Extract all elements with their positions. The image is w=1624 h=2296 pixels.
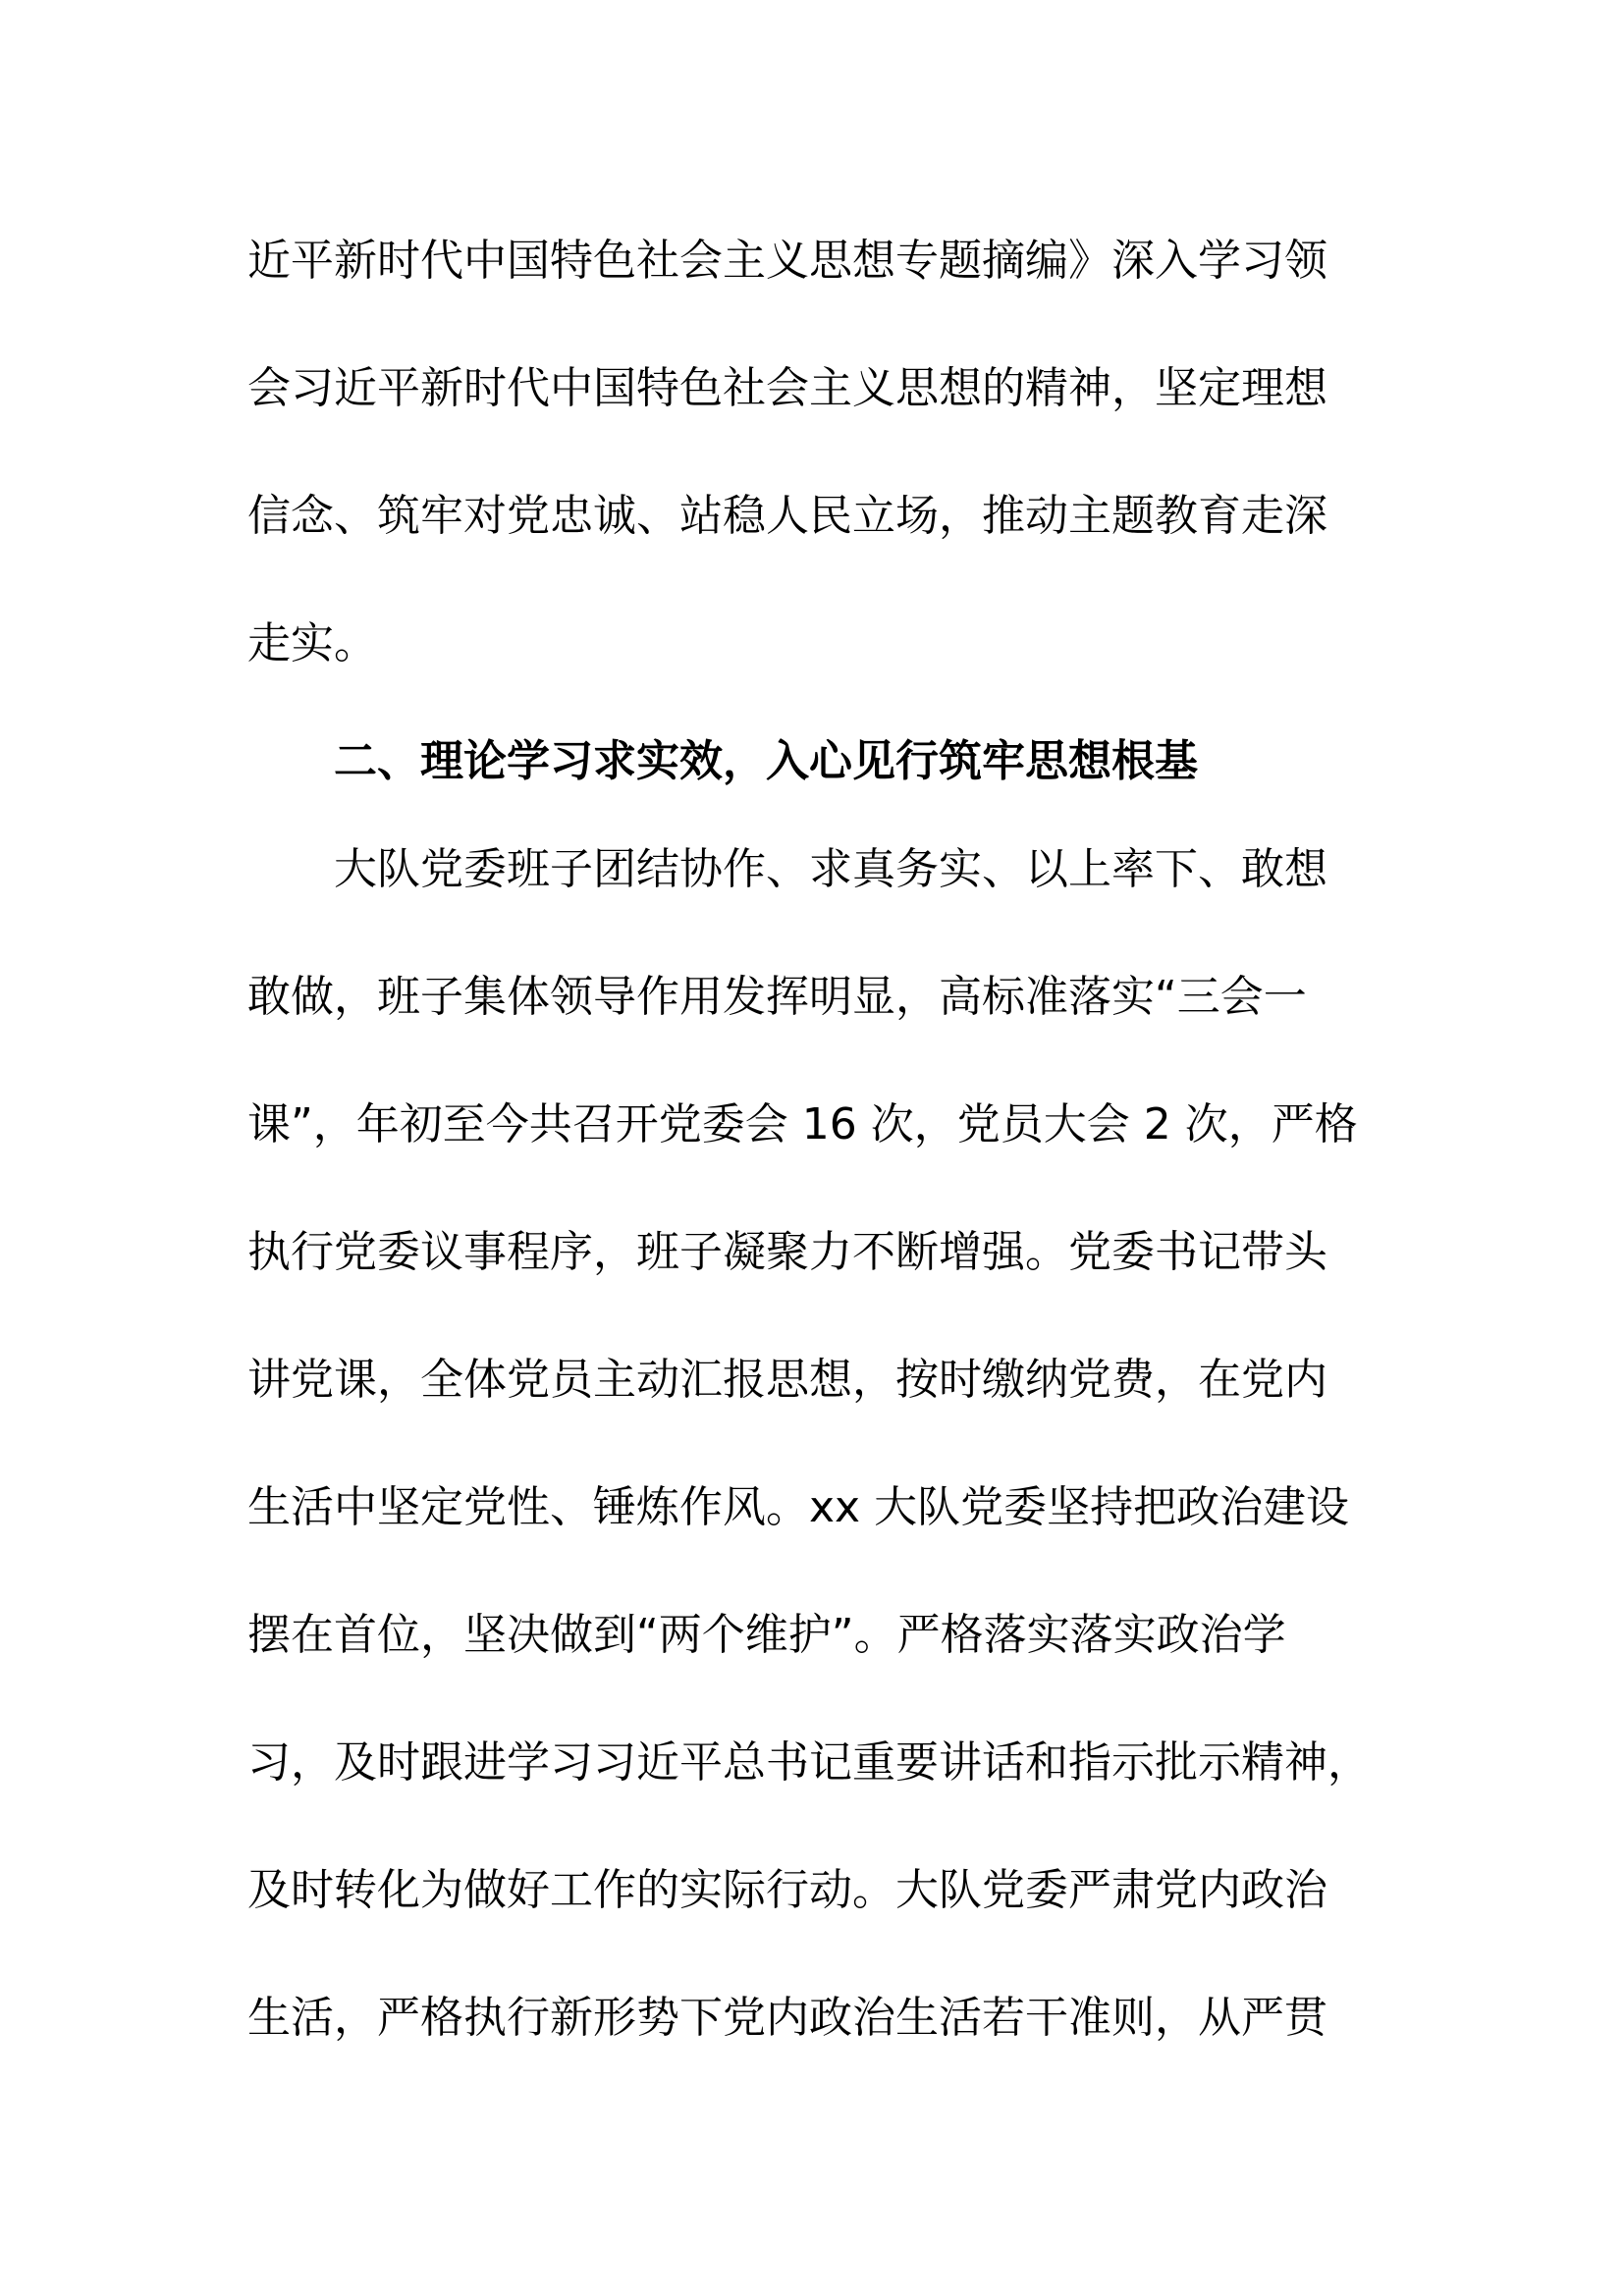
- text-line: 课”，年初至今共召开党委会 16 次，党员大会 2 次，严格: [247, 1099, 1358, 1149]
- text-line: 执行党委议事程序，班子凝聚力不断增强。党委书记带头: [247, 1227, 1327, 1277]
- text-line: 生活，严格执行新形势下党内政治生活若干准则，从严贯: [247, 1993, 1327, 2043]
- text-line: 及时转化为做好工作的实际行动。大队党委严肃党内政治: [247, 1865, 1327, 1915]
- text-line: 摆在首位，坚决做到“两个维护”。严格落实落实政治学: [247, 1610, 1286, 1660]
- text-line: 近平新时代中国特色社会主义思想专题摘编》深入学习领: [247, 236, 1327, 286]
- text-line: 讲党课，全体党员主动汇报思想，按时缴纳党费，在党内: [247, 1355, 1327, 1405]
- text-line: 会习近平新时代中国特色社会主义思想的精神，坚定理想: [247, 363, 1327, 413]
- text-line: 大队党委班子团结协作、求真务实、以上率下、敢想: [334, 844, 1327, 894]
- text-line: 敢做，班子集体领导作用发挥明显，高标准落实“三会一: [247, 972, 1307, 1022]
- text-line: 走实。: [247, 618, 377, 668]
- text-line: 习，及时跟进学习习近平总书记重要讲话和指示批示精神，: [247, 1737, 1371, 1788]
- text-line: 信念、筑牢对党忠诚、站稳人民立场，推动主题教育走深: [247, 491, 1327, 541]
- section-heading: 二、理论学习求实效，入心见行筑牢思想根基: [334, 736, 1198, 786]
- text-line: 生活中坚定党性、锤炼作风。xx 大队党委坚持把政治建设: [247, 1482, 1350, 1532]
